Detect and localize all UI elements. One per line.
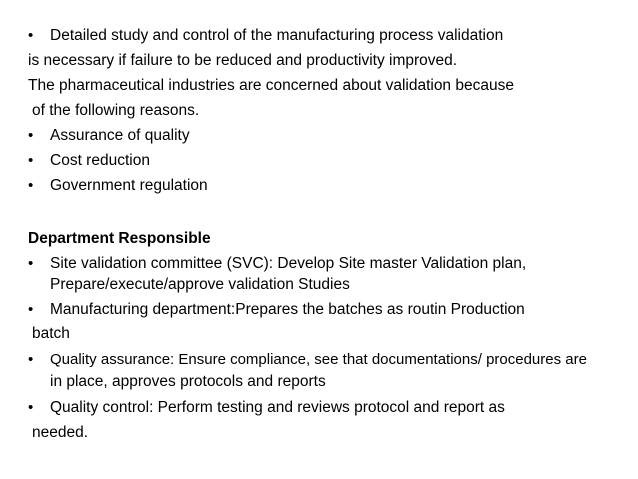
bullet-icon: • [28, 27, 34, 44]
intro-line-3: The pharmaceutical industries are concerned about validation because [28, 77, 514, 94]
department-item-line-2: needed. [32, 424, 89, 441]
bullet-icon: • [28, 351, 34, 368]
intro-line-2: is necessary if failure to be reduced and productivity improved. [28, 52, 458, 69]
bullet-icon: • [28, 255, 34, 272]
department-item-line-1: Manufacturing department:Prepares the batches as routin Production [50, 301, 525, 318]
bullet-icon: • [28, 127, 34, 144]
department-item-line-1: Quality assurance: Ensure compliance, see that documentations/ procedures are [50, 351, 587, 368]
department-item-line-2: Prepare/execute/approve validation Studies [50, 276, 350, 293]
intro-line-4: of the following reasons. [32, 102, 200, 119]
department-item-line-2: in place, approves protocols and reports [50, 373, 326, 390]
bullet-icon: • [28, 177, 34, 194]
reason-item: Cost reduction [50, 152, 150, 169]
department-item-line-1: Site validation committee (SVC): Develop Site master Validation plan, [50, 255, 527, 272]
department-item-line-1: Quality control: Perform testing and reviews protocol and report as [50, 399, 505, 416]
bullet-icon: • [28, 399, 34, 416]
intro-line-1: Detailed study and control of the manufacturing process validation [50, 27, 504, 44]
reason-item: Government regulation [50, 177, 208, 194]
reason-item: Assurance of quality [50, 127, 190, 144]
department-item-line-2: batch [32, 325, 70, 342]
bullet-icon: • [28, 301, 34, 318]
department-heading: Department Responsible [28, 230, 211, 247]
bullet-icon: • [28, 152, 34, 169]
